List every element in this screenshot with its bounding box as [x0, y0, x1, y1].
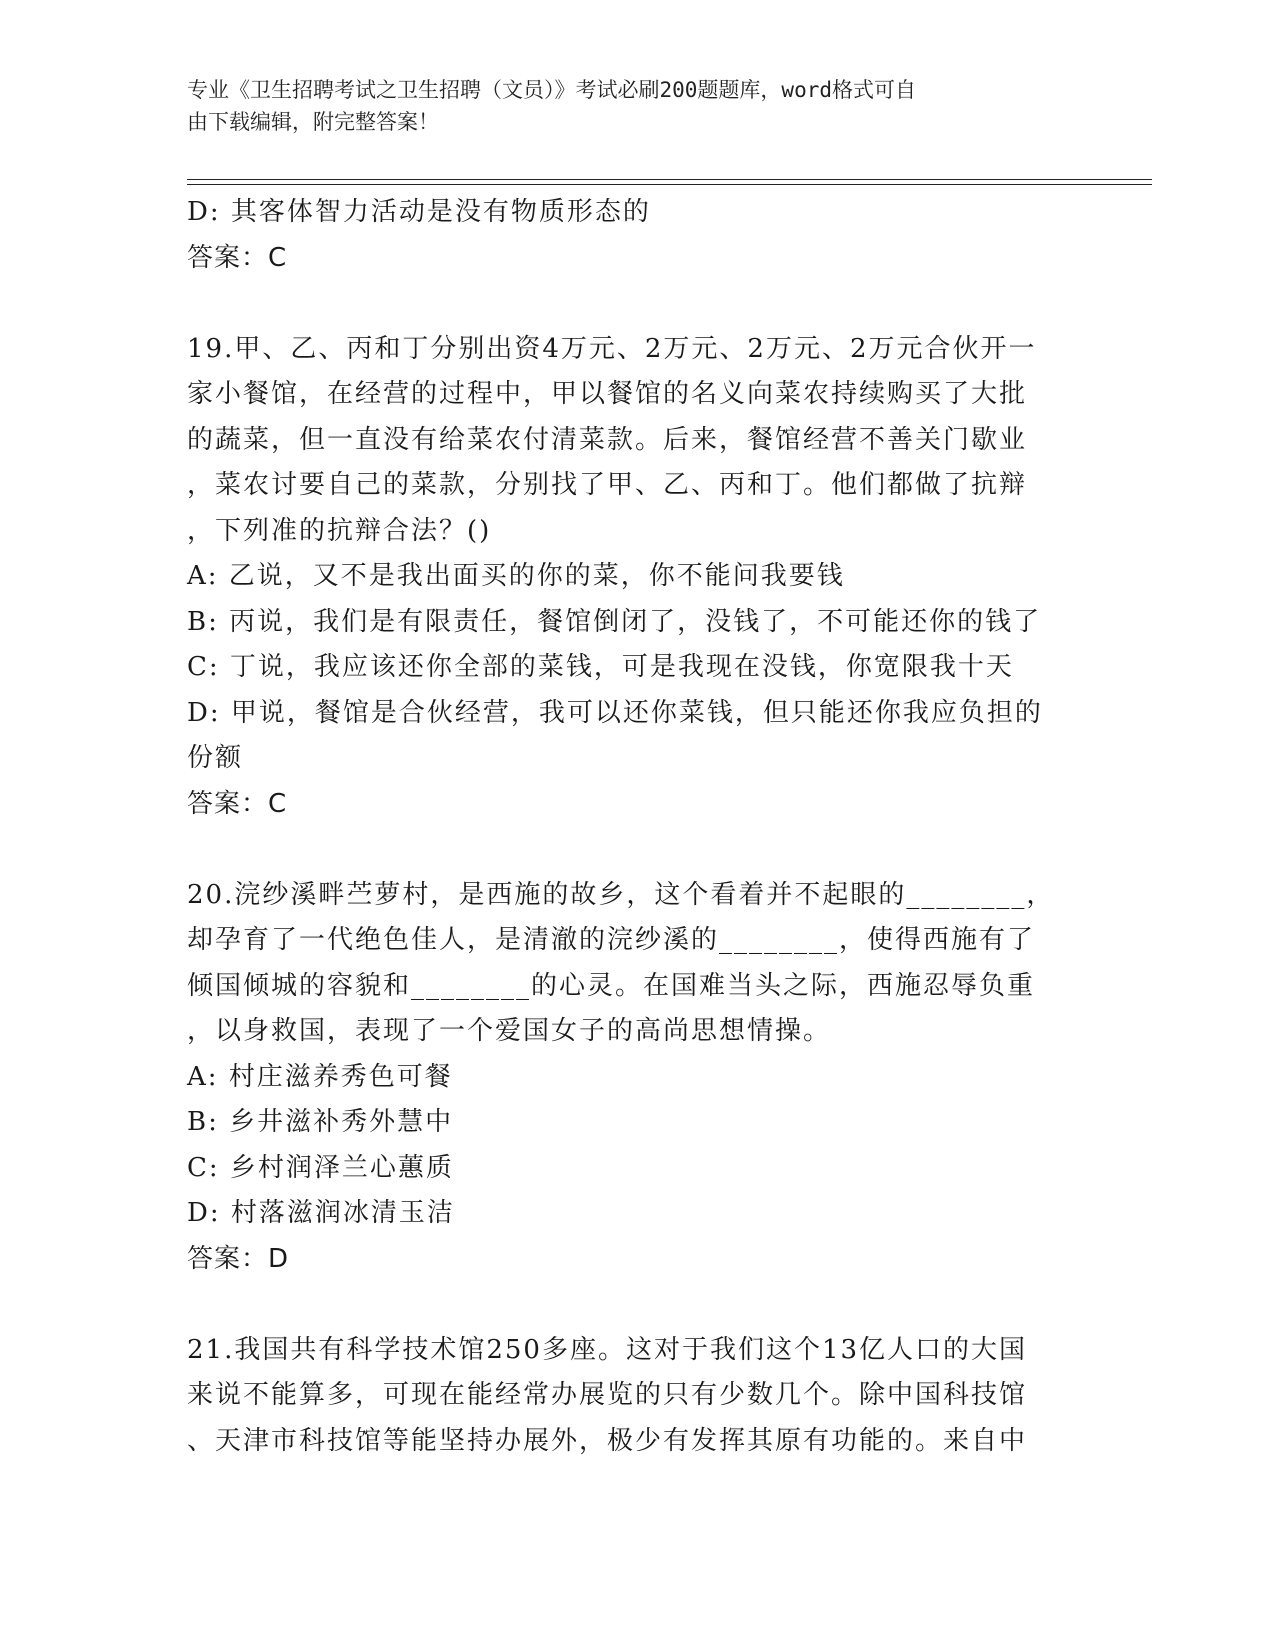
- question-21-line-1: 21.我国共有科学技术馆250多座。这对于我们这个13亿人口的大国: [187, 1334, 1028, 1365]
- question-21-line-2: 来说不能算多，可现在能经常办展览的只有少数几个。除中国科技馆: [187, 1380, 1028, 1410]
- question-19-option-a: A: 乙说，又不是我出面买的你的菜，你不能问我要钱: [187, 561, 845, 591]
- header-line-1: 专业《卫生招聘考试之卫生招聘（文员）》考试必刷200题题库，word格式可自: [187, 78, 916, 102]
- question-19-line-2: 家小餐馆，在经营的过程中，甲以餐馆的名义向菜农持续购买了大批: [187, 379, 1028, 409]
- question-20-option-d: D: 村落滋润冰清玉洁: [187, 1198, 455, 1228]
- question-19-option-d-cont: 份额: [187, 743, 244, 773]
- header-rule-second: [187, 184, 1152, 185]
- question-19-option-d: D: 甲说，餐馆是合伙经营，我可以还你菜钱，但只能还你我应负担的: [187, 697, 1043, 728]
- question-19-line-1: 19.甲、乙、丙和丁分别出资4万元、2万元、2万元、2万元合伙开一: [187, 333, 1037, 364]
- option-line: D: 其客体智力活动是没有物质形态的: [187, 197, 651, 227]
- question-20-option-a: A: 村庄滋养秀色可餐: [187, 1061, 453, 1092]
- question-19-line-3: 的蔬菜，但一直没有给菜农付清菜款。后来，餐馆经营不善关门歇业: [187, 424, 1028, 455]
- answer-line: 答案：C: [187, 242, 288, 273]
- question-content: [187, 190, 1087, 1464]
- question-20-line-3: 倾国倾城的容貌和________的心灵。在国难当头之际，西施忍辱负重: [187, 970, 1036, 1001]
- header-line-2: 由下载编辑，附完整答案！: [187, 110, 439, 134]
- page-header: [187, 74, 1067, 138]
- question-19-option-b: B: 丙说，我们是有限责任，餐馆倒闭了，没钱了，不可能还你的钱了: [187, 606, 1042, 637]
- header-rule-thin: [187, 179, 1152, 180]
- question-20-option-c: C: 乡村润泽兰心蕙质: [187, 1152, 454, 1183]
- question-19-line-5: ，下列准的抗辩合法？(): [187, 515, 492, 546]
- question-20-option-b: B: 乡井滋补秀外慧中: [187, 1107, 454, 1137]
- question-21-line-3: 、天津市科技馆等能坚持办展外，极少有发挥其原有功能的。来自中: [187, 1425, 1028, 1456]
- question-20-answer: 答案：D: [187, 1243, 290, 1274]
- question-19-answer: 答案：C: [187, 788, 288, 819]
- question-20-line-4: ，以身救国，表现了一个爱国女子的高尚思想情操。: [187, 1016, 832, 1046]
- question-19-option-c: C: 丁说，我应该还你全部的菜钱，可是我现在没钱，你宽限我十天: [187, 652, 1014, 682]
- question-19-line-4: ，菜农讨要自己的菜款，分别找了甲、乙、丙和丁。他们都做了抗辩: [187, 470, 1028, 500]
- question-20-line-1: 20.浣纱溪畔苎萝村，是西施的故乡，这个看着并不起眼的________，: [187, 879, 1055, 910]
- question-20-line-2: 却孕育了一代绝色佳人，是清澈的浣纱溪的________，使得西施有了: [187, 925, 1036, 955]
